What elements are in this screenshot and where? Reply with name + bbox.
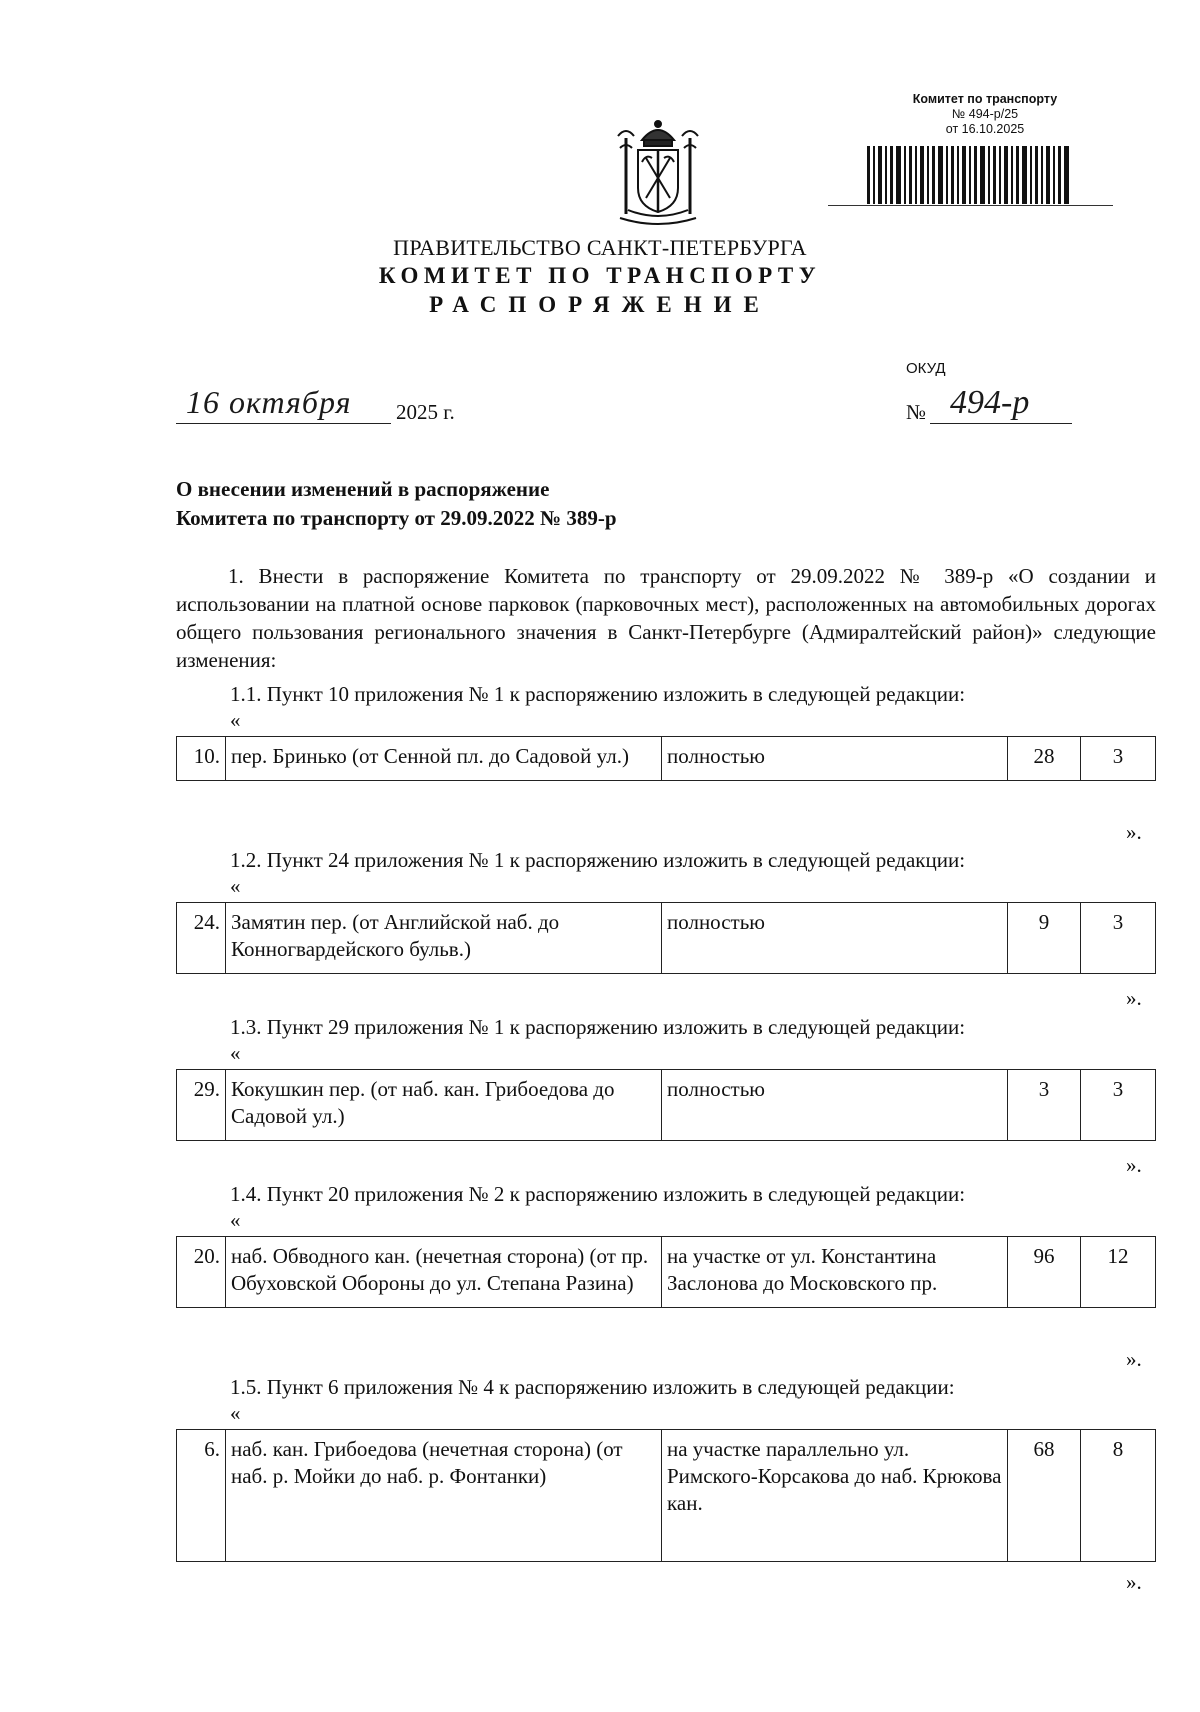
row-number: 10. — [177, 737, 226, 781]
okud-label: ОКУД — [906, 360, 946, 377]
row-section: на участке от ул. Константина Заслонова до Московского пр. — [662, 1237, 1008, 1308]
title-line-1: О внесении изменений в распоряжение — [176, 477, 550, 501]
document-type: РАСПОРЯЖЕНИЕ — [429, 292, 771, 317]
row-value-a: 68 — [1008, 1430, 1081, 1562]
row-section: полностью — [662, 903, 1008, 974]
handwritten-number: 494-р — [950, 384, 1030, 421]
title-line-2: Комитета по транспорту от 29.09.2022 № 389-р — [176, 506, 617, 530]
handwritten-date: 16 октября — [186, 384, 352, 420]
amendment-table — [176, 736, 1156, 781]
table-row — [177, 737, 1156, 781]
amendment-table — [176, 1429, 1156, 1562]
stamp-underline — [828, 205, 1113, 207]
close-quote: ». — [1126, 1570, 1142, 1594]
amendment-lead: 1.3. Пункт 29 приложения № 1 к распоряжению изложить в следующей редакции: — [230, 1015, 966, 1039]
amendment-table — [176, 1069, 1156, 1141]
stamp-line-1: Комитет по транспорту — [912, 92, 1058, 106]
amendment-lead: 1.4. Пункт 20 приложения № 2 к распоряжению изложить в следующей редакции: — [230, 1182, 966, 1206]
open-quote: « — [230, 874, 241, 898]
date-underline — [176, 423, 391, 424]
close-quote: ». — [1126, 986, 1142, 1010]
document-title — [176, 475, 617, 533]
row-value-b: 3 — [1081, 1070, 1156, 1141]
open-quote: « — [230, 1208, 241, 1232]
row-value-a: 9 — [1008, 903, 1081, 974]
amendment-table — [176, 902, 1156, 974]
number-sign: № — [906, 400, 927, 424]
amendment-lead: 1.5. Пункт 6 приложения № 4 к распоряжению изложить в следующей редакции: — [230, 1375, 955, 1399]
registration-stamp — [870, 92, 1100, 137]
date-year: 2025 г. — [396, 400, 455, 424]
amendment-lead: 1.2. Пункт 24 приложения № 1 к распоряжению изложить в следующей редакции: — [230, 848, 966, 872]
row-street: наб. Обводного кан. (нечетная сторона) (от пр. Обуховской Обороны до ул. Степана Разина) — [226, 1237, 662, 1308]
row-number: 6. — [177, 1430, 226, 1562]
close-quote: ». — [1126, 820, 1142, 844]
committee-name: КОМИТЕТ ПО ТРАНСПОРТУ — [378, 263, 822, 288]
row-value-a: 28 — [1008, 737, 1081, 781]
open-quote: « — [230, 1401, 241, 1425]
coat-of-arms-icon — [606, 118, 710, 230]
row-street: пер. Бринько (от Сенной пл. до Садовой ул.) — [226, 737, 662, 781]
table-row — [177, 1237, 1156, 1308]
row-value-a: 96 — [1008, 1237, 1081, 1308]
number-underline — [930, 423, 1072, 424]
close-quote: ». — [1126, 1153, 1142, 1177]
stamp-line-3: от 16.10.2025 — [945, 122, 1025, 136]
row-value-b: 3 — [1081, 903, 1156, 974]
amendment-lead: 1.1. Пункт 10 приложения № 1 к распоряжению изложить в следующей редакции: — [230, 682, 966, 706]
paragraph-1: 1. Внести в распоряжение Комитета по транспорту от 29.09.2022 № 389-р «О создании и использовании на платной основе парковок (парковочных мест), расположенных на автомобильных дорогах общего пользования регионального значения в Санкт-Петербурге (Адмиралтейский район)» следующие изменения: — [176, 564, 1156, 672]
row-street: наб. кан. Грибоедова (нечетная сторона) (от наб. р. Мойки до наб. р. Фонтанки) — [226, 1430, 662, 1562]
government-name: ПРАВИТЕЛЬСТВО САНКТ-ПЕТЕРБУРГА — [393, 235, 807, 260]
close-quote: ». — [1126, 1347, 1142, 1371]
open-quote: « — [230, 1041, 241, 1065]
open-quote: « — [230, 708, 241, 732]
stamp-line-2: № 494-р/25 — [951, 107, 1019, 121]
table-row — [177, 903, 1156, 974]
row-value-b: 8 — [1081, 1430, 1156, 1562]
row-section: полностью — [662, 737, 1008, 781]
table-row — [177, 1070, 1156, 1141]
row-number: 29. — [177, 1070, 226, 1141]
table-row — [177, 1430, 1156, 1562]
row-value-b: 3 — [1081, 737, 1156, 781]
barcode — [865, 146, 1075, 204]
row-number: 20. — [177, 1237, 226, 1308]
row-section: полностью — [662, 1070, 1008, 1141]
row-value-b: 12 — [1081, 1237, 1156, 1308]
row-value-a: 3 — [1008, 1070, 1081, 1141]
amendment-table — [176, 1236, 1156, 1308]
row-street: Кокушкин пер. (от наб. кан. Грибоедова до Садовой ул.) — [226, 1070, 662, 1141]
row-number: 24. — [177, 903, 226, 974]
row-section: на участке параллельно ул. Римского-Корсакова до наб. Крюкова кан. — [662, 1430, 1008, 1562]
row-street: Замятин пер. (от Английской наб. до Конногвардейского бульв.) — [226, 903, 662, 974]
